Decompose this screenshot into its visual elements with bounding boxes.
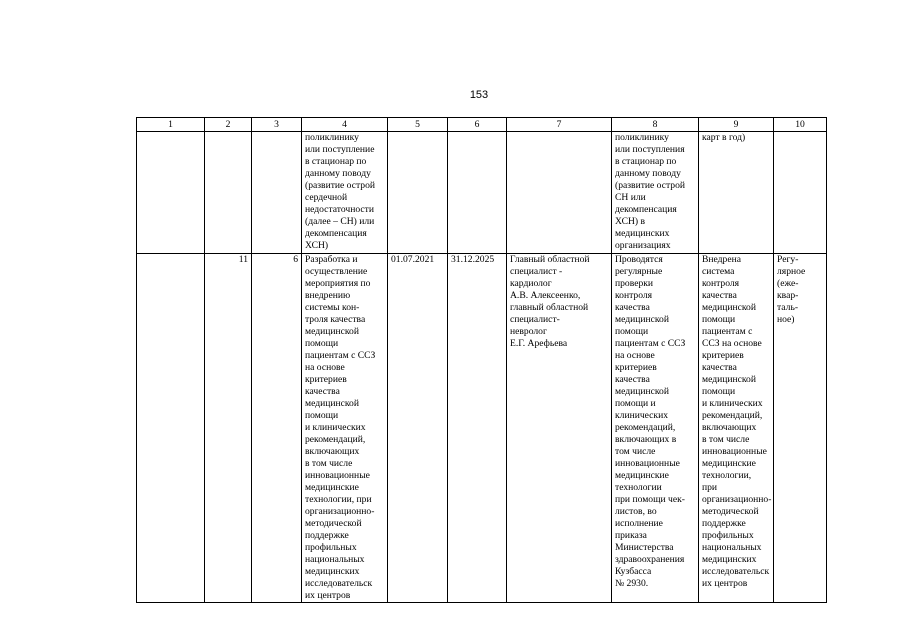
- table-cell: [137, 254, 205, 603]
- table-cell: [388, 132, 448, 254]
- header-row: [137, 118, 827, 132]
- table-cell: Главный областной специалист - кардиолог А.В. Алексеенко, главный областной специалист- невролог Е.Г. Арефьева: [507, 254, 612, 603]
- table-row: [137, 132, 827, 254]
- column-header: 1: [137, 118, 205, 132]
- column-header: 2: [205, 118, 252, 132]
- column-header: 10: [774, 118, 827, 132]
- column-header: 3: [252, 118, 302, 132]
- table-cell: карт в год): [699, 132, 774, 254]
- table-cell: 31.12.2025: [448, 254, 507, 603]
- table-cell: Разработка и осуществление мероприятия по внедрению системы кон- троля качества медицинской помощи пациентам с ССЗ на основе критериев качества медицинской помощи и клинических рекомендаций, включающих в том числе инновационные медицинские технологии, при организационно- методической поддержке профильных национальных медицинских исследовательск их центров: [302, 254, 388, 603]
- table-cell: 11: [205, 254, 252, 603]
- table-cell: 6: [252, 254, 302, 603]
- column-header: 6: [448, 118, 507, 132]
- table-cell: Проводятся регулярные проверки контроля качества медицинской помощи пациентам с ССЗ на основе критериев качества медицинской помощи и клинических рекомендаций, включающих в том числе инновационные медицинские технологии при помощи чек- листов, во исполнение приказа Министерства здравоохранения Кузбасса № 2930.: [612, 254, 699, 603]
- column-header: 8: [612, 118, 699, 132]
- column-header: 9: [699, 118, 774, 132]
- table-cell: [507, 132, 612, 254]
- table-cell: Внедрена система контроля качества медицинской помощи пациентам с ССЗ на основе критериев качества медицинской помощи и клинических рекомендаций, включающих в том числе инновационные медицинские технологии, при организационно- методической поддержке профильных национальных медицинских исследовательск их центров: [699, 254, 774, 603]
- table-cell: поликлинику или поступление в стационар по данному поводу (развитие острой сердечной недостаточности (далее – СН) или декомпенсация ХСН): [302, 132, 388, 254]
- table-cell: поликлинику или поступления в стационар по данному поводу (развитие острой СН или декомпенсация ХСН) в медицинских организациях: [612, 132, 699, 254]
- column-header: 5: [388, 118, 448, 132]
- table-cell: Регу- лярное (еже- квар- таль- ное): [774, 254, 827, 603]
- table-cell: [205, 132, 252, 254]
- table-cell: 01.07.2021: [388, 254, 448, 603]
- column-header: 7: [507, 118, 612, 132]
- table-cell: [774, 132, 827, 254]
- table-row: [137, 254, 827, 603]
- table-cell: [448, 132, 507, 254]
- table-cell: [137, 132, 205, 254]
- page-number: 153: [469, 89, 489, 101]
- measures-table: [136, 117, 827, 603]
- column-header: 4: [302, 118, 388, 132]
- table-cell: [252, 132, 302, 254]
